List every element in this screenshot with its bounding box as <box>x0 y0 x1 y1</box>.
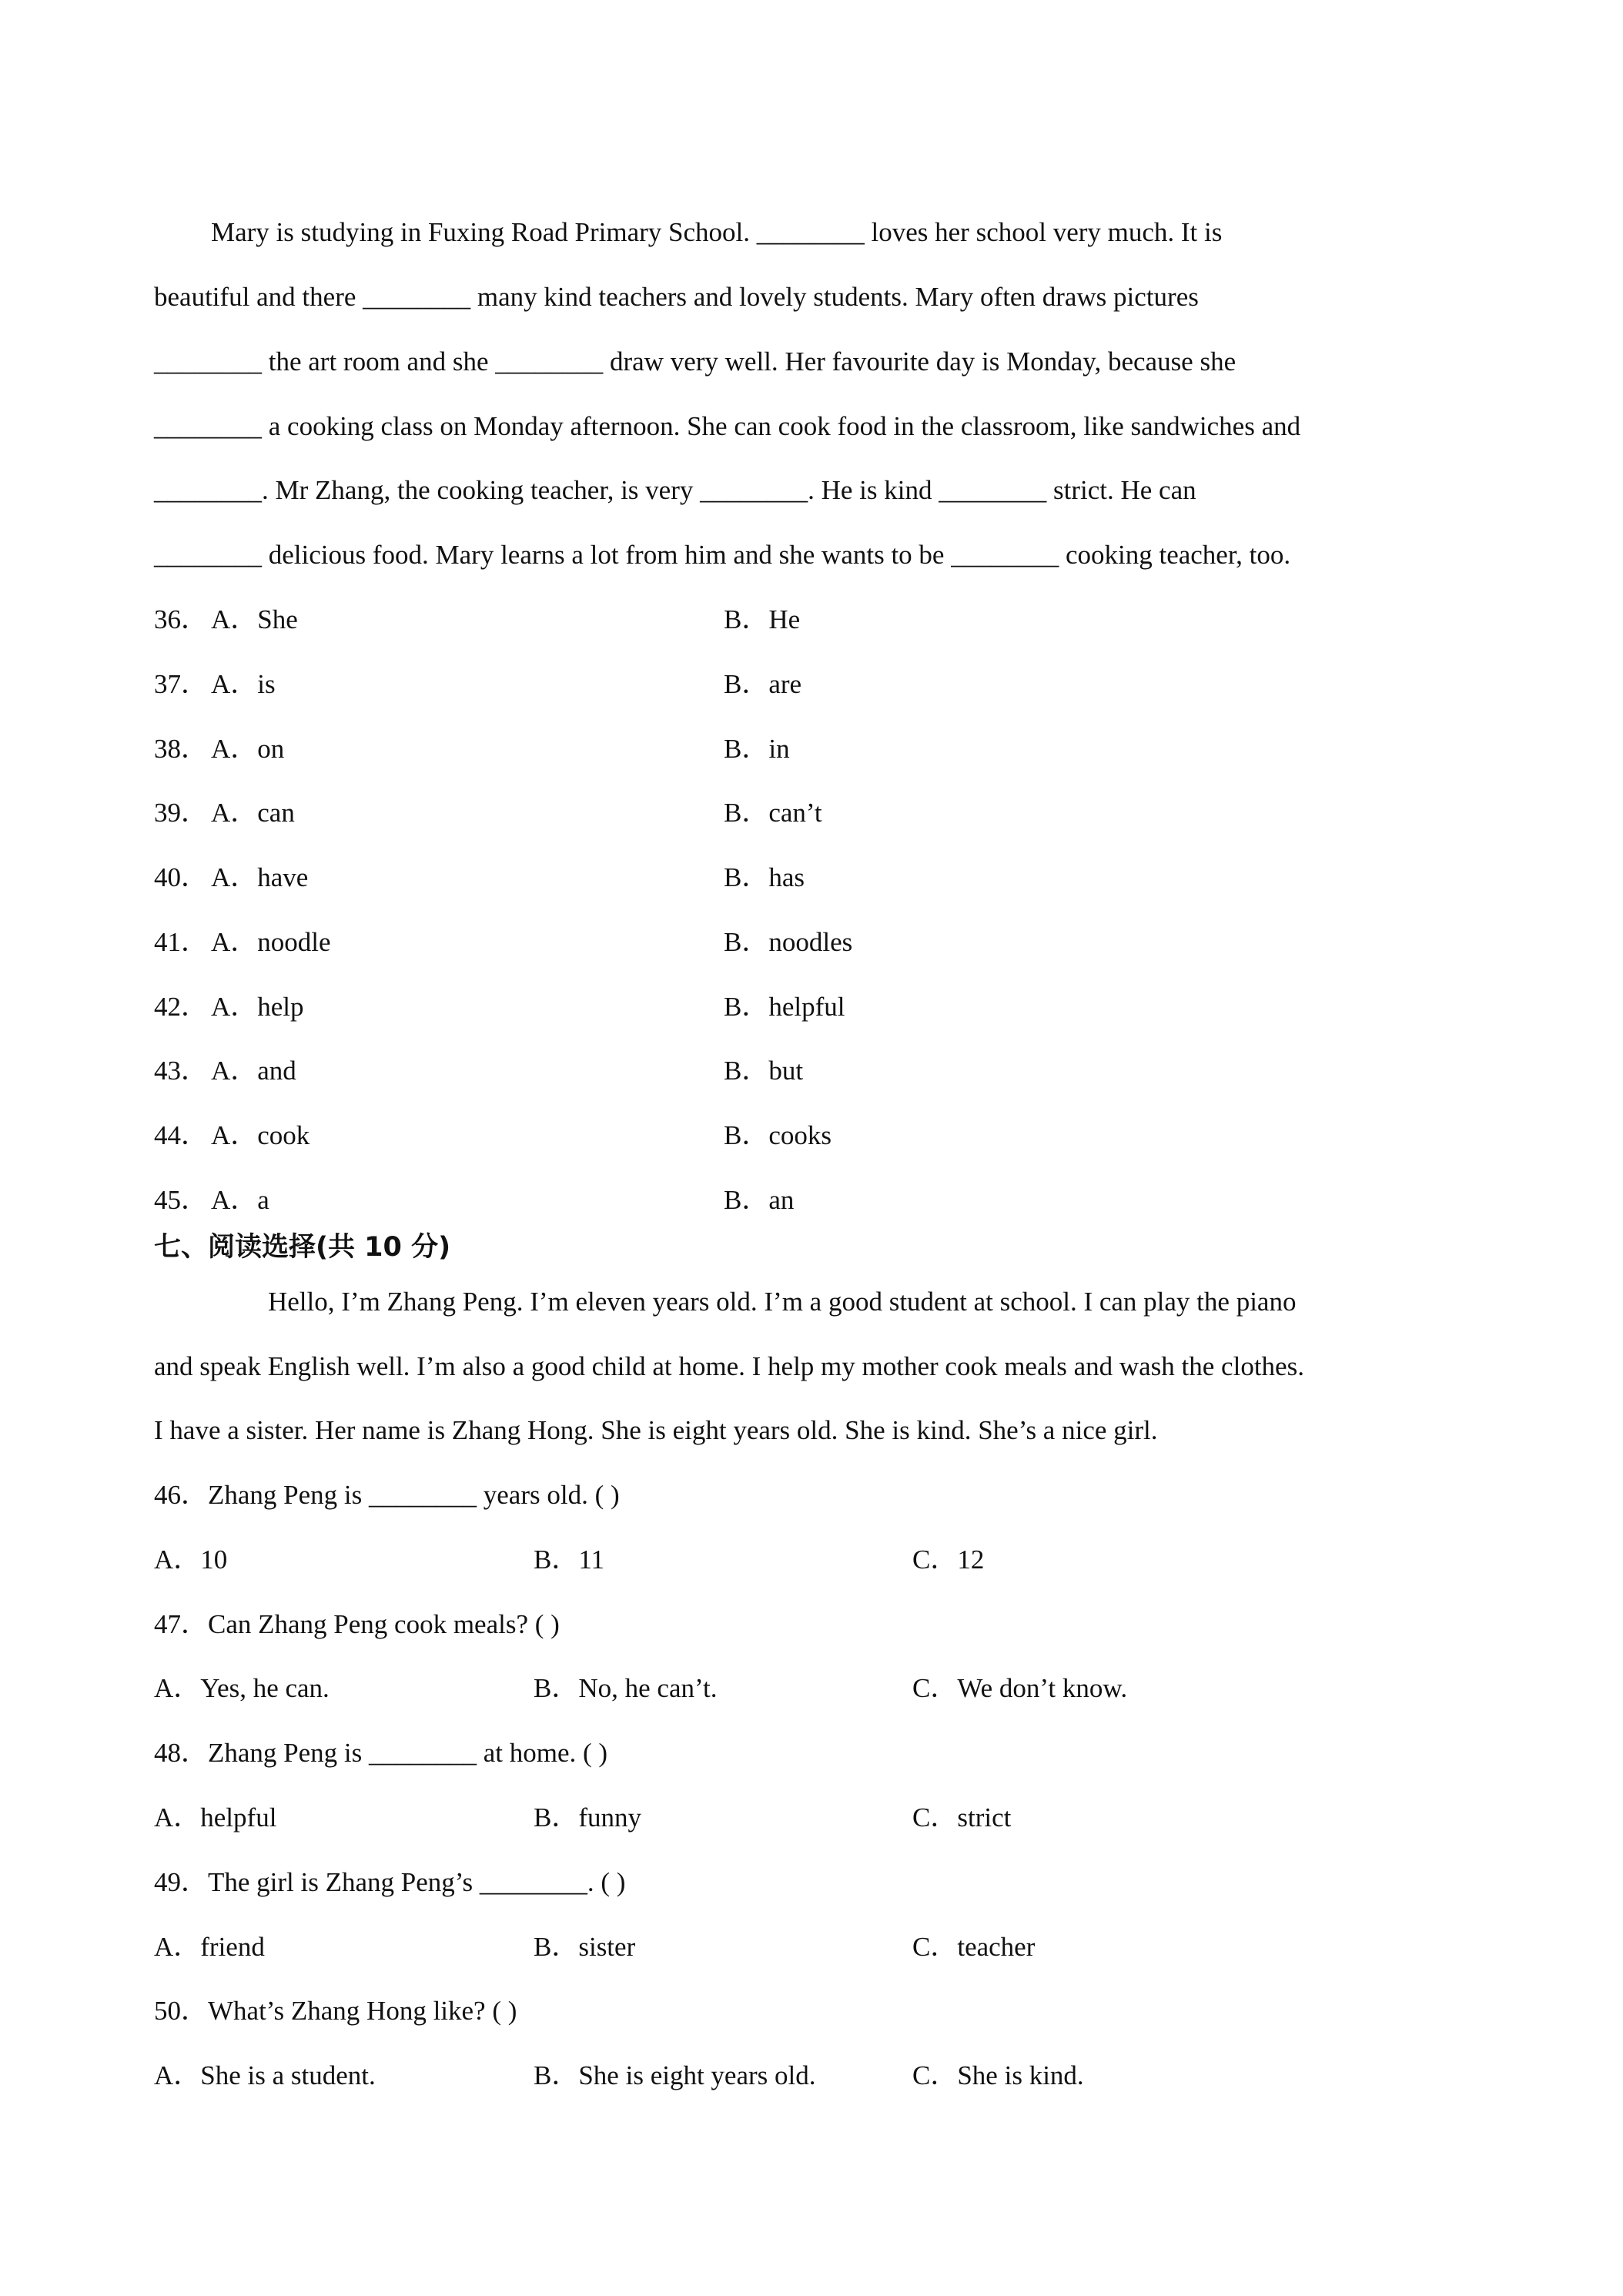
option-b[interactable]: B．are <box>724 669 802 699</box>
cloze-question <box>154 601 1478 638</box>
question-options <box>154 2057 1478 2094</box>
option-a[interactable]: A．friend <box>154 1932 265 1962</box>
option-b[interactable]: B．11 <box>534 1545 605 1575</box>
question-stem: 50．What’s Zhang Hong like? ( ) <box>154 1996 517 2026</box>
option-a[interactable]: A．is <box>211 669 276 699</box>
option-b[interactable]: B．funny <box>534 1802 642 1832</box>
cloze-question <box>154 666 1478 703</box>
cloze-passage-line: ________ a cooking class on Monday afternoon. She can cook food in the classroom, like sandwiches and <box>154 411 1301 441</box>
option-b[interactable]: B．helpful <box>724 992 845 1022</box>
cloze-question <box>154 1117 1478 1154</box>
cloze-passage-line: Mary is studying in Fuxing Road Primary School. ________ loves her school very much. It is <box>211 217 1223 247</box>
option-a[interactable]: A．cook <box>211 1120 310 1150</box>
option-b[interactable]: B．an <box>724 1185 795 1215</box>
cloze-question <box>154 989 1478 1026</box>
option-a[interactable]: A．on <box>211 734 285 764</box>
reading-passage-line: Hello, I’m Zhang Peng. I’m eleven years old. I’m a good student at school. I can play the piano <box>268 1287 1297 1317</box>
question-stem: 48．Zhang Peng is ________ at home. ( ) <box>154 1738 608 1768</box>
option-b[interactable]: B．noodles <box>724 927 853 957</box>
option-a[interactable]: A．and <box>211 1056 296 1086</box>
option-c[interactable]: C．strict <box>912 1802 1012 1832</box>
cloze-passage-line: ________ the art room and she ________ draw very well. Her favourite day is Monday, because she <box>154 346 1236 377</box>
option-b[interactable]: B．cooks <box>724 1120 832 1150</box>
question-options <box>154 1541 1478 1578</box>
section-title: 七、阅读选择(共 10 分) <box>154 1232 451 1263</box>
question-stem: 47．Can Zhang Peng cook meals? ( ) <box>154 1609 560 1639</box>
question-number: 41． <box>154 927 209 957</box>
option-c[interactable]: C．We don’t know. <box>912 1673 1128 1703</box>
question-options <box>154 1929 1478 1966</box>
option-b[interactable]: B．in <box>724 734 790 764</box>
question-number: 44． <box>154 1120 209 1150</box>
option-b[interactable]: B．He <box>724 604 801 634</box>
option-a[interactable]: A．can <box>211 798 295 828</box>
option-a[interactable]: A．have <box>211 862 309 892</box>
option-c[interactable]: C．She is kind. <box>912 2060 1084 2090</box>
option-b[interactable]: B．but <box>724 1056 804 1086</box>
option-b[interactable]: B．has <box>724 862 805 892</box>
option-a[interactable]: A．noodle <box>211 927 331 957</box>
question-number: 45． <box>154 1185 209 1215</box>
option-b[interactable]: B．No, he can’t. <box>534 1673 718 1703</box>
cloze-question <box>154 795 1478 832</box>
question-stem: 49．The girl is Zhang Peng’s ________. ( ) <box>154 1867 626 1897</box>
question-number: 37． <box>154 669 209 699</box>
question-number: 40． <box>154 862 209 892</box>
option-a[interactable]: A．Yes, he can. <box>154 1673 330 1703</box>
option-a[interactable]: A．help <box>211 992 304 1022</box>
cloze-passage-line: beautiful and there ________ many kind teachers and lovely students. Mary often draws pictures <box>154 282 1199 312</box>
reading-passage-line: and speak English well. I’m also a good child at home. I help my mother cook meals and wash the clothes. <box>154 1351 1304 1381</box>
question-number: 39． <box>154 798 209 828</box>
question-options <box>154 1670 1478 1707</box>
cloze-passage-line: ________. Mr Zhang, the cooking teacher, is very ________. He is kind ________ strict. He can <box>154 475 1196 505</box>
cloze-question <box>154 1053 1478 1089</box>
option-c[interactable]: C．12 <box>912 1545 985 1575</box>
option-a[interactable]: A．helpful <box>154 1802 277 1832</box>
question-number: 42． <box>154 992 209 1022</box>
question-stem: 46．Zhang Peng is ________ years old. ( ) <box>154 1480 620 1510</box>
cloze-passage-line: ________ delicious food. Mary learns a lot from him and she wants to be ________ cooking teacher, too. <box>154 540 1291 570</box>
option-a[interactable]: A．a <box>211 1185 269 1215</box>
cloze-question <box>154 924 1478 961</box>
option-a[interactable]: A．10 <box>154 1545 228 1575</box>
option-a[interactable]: A．She is a student. <box>154 2060 376 2090</box>
option-a[interactable]: A．She <box>211 604 298 634</box>
option-b[interactable]: B．She is eight years old. <box>534 2060 816 2090</box>
question-number: 36． <box>154 604 209 634</box>
cloze-question <box>154 859 1478 896</box>
option-b[interactable]: B．sister <box>534 1932 636 1962</box>
cloze-question <box>154 1182 1478 1219</box>
option-b[interactable]: B．can’t <box>724 798 822 828</box>
question-number: 38． <box>154 734 209 764</box>
cloze-question <box>154 731 1478 768</box>
option-c[interactable]: C．teacher <box>912 1932 1036 1962</box>
question-number: 43． <box>154 1056 209 1086</box>
reading-passage-line: I have a sister. Her name is Zhang Hong. She is eight years old. She is kind. She’s a nice girl. <box>154 1415 1158 1445</box>
question-options <box>154 1799 1478 1836</box>
